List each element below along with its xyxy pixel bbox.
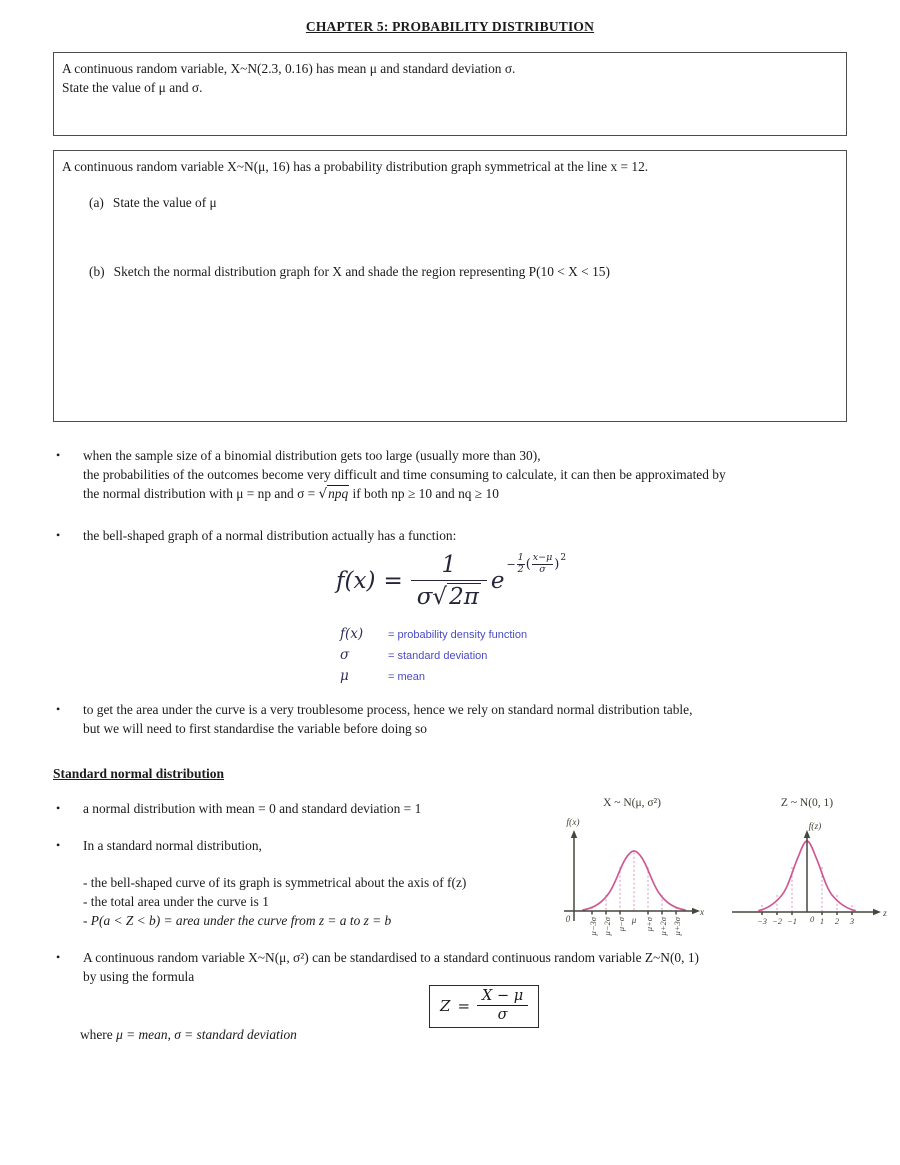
normal-curve-chart-z [722,817,892,937]
equals-sign: = [457,996,471,1015]
section-heading: Standard normal distribution [53,766,225,781]
fraction-numerator: X − μ [477,988,528,1006]
where-clause [80,1027,297,1043]
part-a-text: State the value of μ [112,195,217,210]
tiny-denominator: 2 [517,563,524,575]
line-segment: the normal distribution with μ = np and σ = [83,486,319,501]
page-title: CHAPTER 5: PROBABILITY DISTRIBUTION [305,19,595,34]
tick-label: μ+σ [644,917,654,932]
bullet-binomial-approximation [53,446,847,504]
legend-symbol: σ [340,647,350,663]
legend-symbol: f(x) [340,626,364,642]
tick-label: −2 [772,916,782,926]
tick-label: 3 [849,916,855,926]
bullet-line [83,484,726,504]
where-prefix: where [80,1027,117,1042]
tick-label: 1 [819,916,825,926]
legend-text: = standard deviation [388,650,488,662]
bullet-text [83,836,466,930]
tick-label: μ+2σ [658,917,668,936]
question-1-line-1: A continuous random variable, X~N(2.3, 0.16) has mean μ and standard deviation σ. [62,61,516,76]
bullet-line: when the sample size of a binomial distribution gets too large (usually more than 30), [83,448,541,463]
bullet-text: the bell-shaped graph of a normal distribution actually has a function: [83,528,457,543]
sqrt-argument: 2π [449,584,479,610]
open-paren: ( [525,556,531,572]
tick-label: μ−σ [616,917,626,932]
sqrt-sign: √ [318,487,328,502]
question-2-intro: A continuous random variable X~N(μ, 16) has a probability distribution graph symmetrical at the line x = 12. [62,159,649,174]
tick-label: μ [631,915,637,925]
tick-label: 2 [834,916,840,926]
bullet-text: a normal distribution with mean = 0 and standard deviation = 1 [83,801,422,816]
part-a-label: (a) [89,195,104,210]
tiny-denominator: σ [539,563,546,575]
bullet-bell-shaped-function [53,526,847,545]
legend-row [340,647,566,668]
squared-power: 2 [560,553,567,563]
bullet-glyph: • [56,950,61,964]
part-b-text: Sketch the normal distribution graph for X and shade the region representing P(10 < X < 15) [113,264,610,279]
main-fraction [411,552,487,610]
legend-row [340,668,566,689]
bullet-line: but we will need to first standardise the variable before doing so [83,721,427,736]
bullet-text [83,700,692,738]
formula-lhs: Z [440,996,451,1015]
formula-legend [340,626,566,689]
bullet-glyph: • [56,702,61,716]
legend-text: = probability density function [388,629,528,641]
x-axis-arrow [692,908,700,914]
exponent [506,553,566,575]
z-fraction [477,988,528,1023]
bullet-glyph: • [56,838,61,852]
tick-label: μ−3σ [588,917,598,936]
bullet-text [83,446,726,504]
legend-text: = mean [388,671,425,683]
fraction-numerator: 1 [441,552,457,578]
part-b-label: (b) [89,264,105,279]
bullet-line: In a standard normal distribution, [83,838,262,853]
tick-label: μ+3σ [672,917,682,936]
pdf-formula [336,552,566,610]
line-segment: if both np ≥ 10 and nq ≥ 10 [349,486,499,501]
tick-label: −3 [757,916,767,926]
question-2-part-b [89,262,838,281]
figure-title: X ~ N(μ, σ²) [603,797,661,809]
z-score-fraction [532,553,554,575]
bullet-area-under-curve [53,700,847,738]
x-axis-arrow [873,909,881,915]
question-box-2 [53,150,847,422]
property-list [83,873,466,930]
sqrt-sign: √ [432,584,448,610]
fraction-denominator: σ [497,1007,508,1023]
y-axis-arrow [571,830,577,838]
bullet-line: by using the formula [83,969,195,984]
distribution-figures [556,797,892,953]
question-box-1 [53,52,847,136]
bullet-glyph: • [56,801,61,815]
where-definitions: μ = mean, σ = standard deviation [116,1027,297,1042]
bullet-text [83,948,699,986]
formula-lhs: f(x) [336,568,376,594]
bullet-line: A continuous random variable X~N(μ, σ²) can be standardised to a standard continuous random variable Z~N(0, 1) [83,950,699,965]
y-axis-label: f(z) [808,822,822,832]
figure-z-standard-normal [722,797,892,953]
y-axis-label: f(x) [566,818,580,828]
property-item: - the total area under the curve is 1 [83,894,269,909]
fraction-denominator [411,580,487,610]
sqrt-argument: npq [328,486,349,501]
figure-title: Z ~ N(0, 1) [780,797,834,809]
figure-x-normal [556,797,708,953]
bullet-line: to get the area under the curve is a very troublesome process, hence we rely on standard normal distribution table, [83,702,693,717]
property-item: - P(a < Z < b) = area under the curve from z = a to z = b [83,913,392,928]
bullet-glyph: • [56,448,61,462]
tick-label: 0 [810,914,815,924]
one-half-fraction [517,553,525,575]
question-2-part-a [89,193,838,212]
tick-label: μ−2σ [602,917,612,936]
question-1-line-2: State the value of μ and σ. [62,80,203,95]
minus-sign: − [506,557,516,571]
x-axis-label: z [883,909,887,919]
bullet-glyph: • [56,528,61,542]
euler-e: e [490,568,505,594]
bullet-standardise-formula [53,948,847,986]
property-item: - the bell-shaped curve of its graph is symmetrical about the axis of f(z) [83,875,467,890]
pdf-formula-figure [336,552,566,689]
tiny-numerator: x−μ [532,552,553,564]
x-axis-label: x [699,908,705,918]
legend-row [340,626,566,647]
legend-symbol: μ [340,668,349,684]
bullet-line: the probabilities of the outcomes become very difficult and time consuming to calculate, it can then be approximated by [83,467,726,482]
tiny-numerator: 1 [517,552,524,564]
tick-label: −1 [787,916,797,926]
origin-label: 0 [565,914,571,924]
equals-sign: = [383,568,403,594]
sigma-symbol: σ [416,584,433,610]
normal-curve-chart-x [556,811,708,953]
close-paren: ) [554,556,560,572]
z-score-formula-box [429,985,539,1028]
